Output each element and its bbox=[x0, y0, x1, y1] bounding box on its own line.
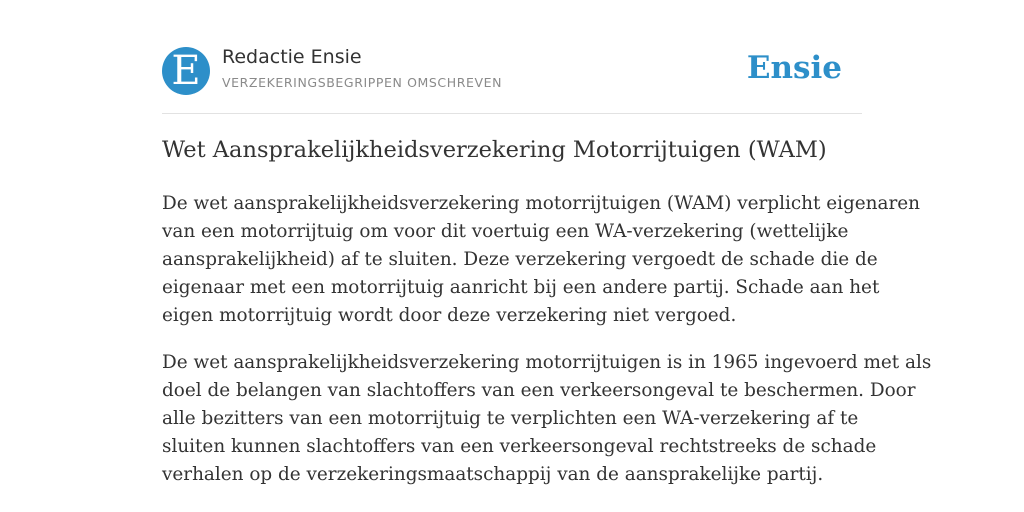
paragraph-line: alle bezitters van een motorrijtuig te verplichten een WA-verzekering af te bbox=[162, 408, 859, 429]
paragraph-line: De wet aansprakelijkheidsverzekering motorrijtuigen (WAM) verplicht eigenaren bbox=[162, 193, 920, 214]
author-subtitle: VERZEKERINGSBEGRIPPEN OMSCHREVEN bbox=[222, 75, 503, 90]
avatar bbox=[162, 47, 210, 95]
paragraph-line: aansprakelijkheid) af te sluiten. Deze verzekering vergoedt de schade die de bbox=[162, 249, 878, 270]
paragraph-line: sluiten kunnen slachtoffers van een verkeersongeval rechtstreeks de schade bbox=[162, 436, 877, 457]
ensie-logo[interactable]: Ensie bbox=[746, 50, 842, 86]
avatar-letter: E bbox=[171, 48, 201, 94]
paragraph-line: eigenaar met een motorrijtuig aanricht bij een andere partij. Schade aan het bbox=[162, 277, 880, 298]
paragraph-line: De wet aansprakelijkheidsverzekering motorrijtuigen is in 1965 ingevoerd met als bbox=[162, 352, 932, 373]
paragraph-line: verhalen op de verzekeringsmaatschappij van de aansprakelijke partij. bbox=[162, 464, 824, 485]
paragraph-2 bbox=[162, 349, 932, 489]
page-title: Wet Aansprakelijkheidsverzekering Motorrijtuigen (WAM) bbox=[162, 137, 827, 163]
divider bbox=[162, 113, 862, 114]
paragraph-line: eigen motorrijtuig wordt door deze verzekering niet vergoed. bbox=[162, 305, 737, 326]
author-name[interactable]: Redactie Ensie bbox=[222, 46, 362, 68]
paragraph-1 bbox=[162, 190, 920, 330]
paragraph-line: doel de belangen van slachtoffers van een verkeersongeval te beschermen. Door bbox=[162, 380, 916, 401]
paragraph-line: van een motorrijtuig om voor dit voertuig een WA-verzekering (wettelijke bbox=[162, 221, 849, 242]
